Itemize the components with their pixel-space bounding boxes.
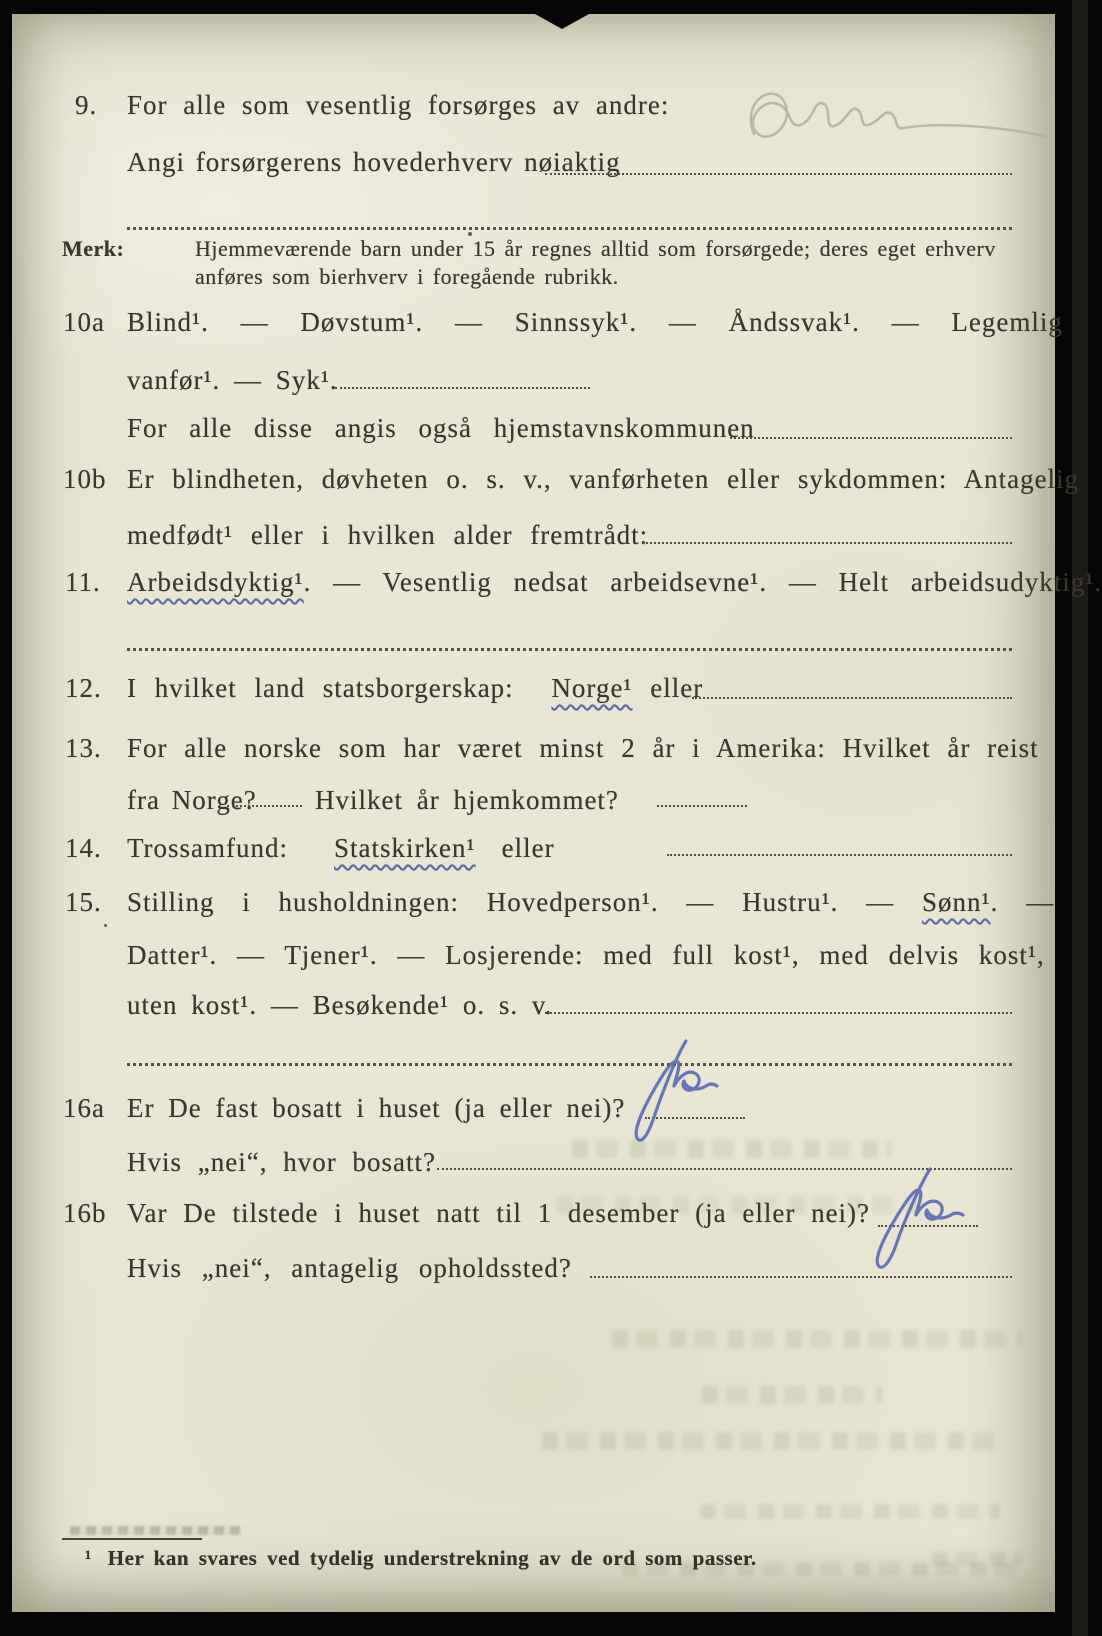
question-9-line-1: For alle som vesentlig forsørges av andre: (127, 90, 670, 120)
question-10b-line-1: Er blindheten, døvheten o. s. v., vanførheten eller sykdommen: Antagelig (127, 464, 1080, 494)
q15-roles: Stilling i husholdningen: Hovedperson¹. — Hustru¹. — (127, 887, 895, 917)
question-10b-number: 10b (63, 464, 107, 494)
question-16a-number: 16a (63, 1093, 105, 1123)
merk-line-2: anføres som bierhverv i foregående rubrikk. (195, 264, 619, 289)
q11-rest: . — Vesentlig nedsat arbeidsevne¹. — Helt arbeidsudyktig¹. (303, 567, 1102, 597)
merk-label: Merk: (62, 236, 125, 261)
q12-suffix: eller (650, 673, 704, 703)
q14-suffix: eller (501, 833, 555, 863)
form-page (12, 14, 1102, 1612)
question-16b-number: 16b (63, 1198, 107, 1228)
bleedthrough-text (700, 1504, 1000, 1519)
merk-line-1: Hjemmeværende barn under 15 år regnes alltid som forsørgede; deres eget erhverv (195, 236, 996, 261)
answer-line-q16b-opholdssted (590, 1276, 1012, 1278)
question-11-number: 11. (65, 567, 101, 597)
answer-line-q12 (692, 697, 1012, 699)
question-13-line-2b: Hvilket år hjemkommet? (315, 785, 619, 815)
question-14-line-1 (127, 832, 555, 864)
question-13-number: 13. (65, 733, 102, 763)
question-10b-line-2: medfødt¹ eller i hvilken alder fremtrådt: (127, 520, 649, 550)
answer-line-q10a-kommune (730, 437, 1012, 439)
scan-edge-notch (535, 14, 589, 29)
pencil-scribble-icon (712, 76, 1060, 186)
answer-line-q13-hjemkommet (657, 805, 747, 807)
answer-line-q10a-syk (335, 387, 590, 389)
bleedthrough-text (702, 1386, 882, 1404)
separator-line (127, 648, 1012, 651)
question-10a-line-3: For alle disse angis også hjemstavnskommunen (127, 413, 755, 443)
question-16b-line-1: Var De tilstede i huset natt til 1 desember (ja eller nei)? (127, 1198, 871, 1228)
q14-selected-statskirken: Statskirken¹ (334, 833, 476, 863)
q12-selected-norge: Norge¹ (551, 673, 633, 703)
q15-dash: . — (990, 887, 1055, 917)
question-10a-line-2: vanfør¹. — Syk¹. (127, 365, 338, 395)
question-12-number: 12. (65, 673, 102, 703)
q11-selected-arbeidsdyktig: Arbeidsdyktig¹ (127, 567, 304, 597)
separator-line (127, 1063, 1012, 1066)
footnote-smudge (70, 1526, 240, 1535)
footnote-text: Her kan svares ved tydelig understrekning av de ord som passer. (107, 1546, 757, 1570)
bleedthrough-text (542, 1432, 997, 1450)
question-15-line-3: uten kost¹. — Besøkende¹ o. s. v. (127, 990, 553, 1020)
question-11-line-1 (127, 566, 1102, 598)
separator-line (127, 227, 1012, 230)
question-15-line-2: Datter¹. — Tjener¹. — Losjerende: med full kost¹, med delvis kost¹, (127, 940, 1045, 970)
question-16a-line-2: Hvis „nei“, hvor bosatt? (127, 1147, 436, 1177)
q12-prefix: I hvilket land statsborgerskap: (127, 673, 514, 703)
q16b-answer-text (982, 1161, 983, 1162)
q16a-answer-text (731, 1031, 732, 1032)
answer-line-q13-reist (227, 805, 302, 807)
footnote-separator (62, 1538, 202, 1540)
handwriting-ja-icon (616, 1031, 731, 1151)
question-15-number: 15. (65, 887, 102, 917)
answer-line-q15 (545, 1012, 1012, 1014)
question-16b-line-2: Hvis „nei“, antagelig opholdssted? (127, 1253, 572, 1283)
question-14-number: 14. (65, 833, 102, 863)
question-12-line-1 (127, 672, 703, 704)
q15-selected-sonn: Sønn¹ (921, 887, 991, 917)
question-9-line-2: Angi forsørgerens hovederhverv nøiaktig (127, 147, 621, 177)
footnote-marker: ¹ (85, 1546, 92, 1570)
bleedthrough-text (612, 1330, 1022, 1348)
answer-line-q10b (642, 542, 1012, 544)
pencil-scribble-handwriting (712, 76, 1060, 191)
q14-prefix: Trossamfund: (127, 833, 289, 863)
question-10a-number: 10a (63, 307, 105, 337)
handwriting-ja-icon (852, 1161, 982, 1276)
question-9-number: 9. (75, 90, 98, 120)
question-13-line-1: For alle norske som har været minst 2 år i Amerika: Hvilket år reist (127, 733, 1039, 763)
answer-line-q14 (667, 854, 1012, 856)
footnote (85, 1546, 757, 1571)
question-16a-line-1: Er De fast bosatt i huset (ja eller nei)? (127, 1093, 626, 1123)
question-15-line-1 (127, 886, 1054, 918)
handwritten-answer-16a (616, 1031, 731, 1156)
question-13-line-2a: fra Norge? (127, 785, 257, 815)
handwritten-answer-16b (852, 1161, 982, 1281)
question-10a-line-1: Blind¹. — Døvstum¹. — Sinnssyk¹. — Åndssvak¹. — Legemlig (127, 307, 1063, 337)
ink-speck (104, 924, 107, 927)
scan-edge-band (1072, 0, 1088, 1636)
